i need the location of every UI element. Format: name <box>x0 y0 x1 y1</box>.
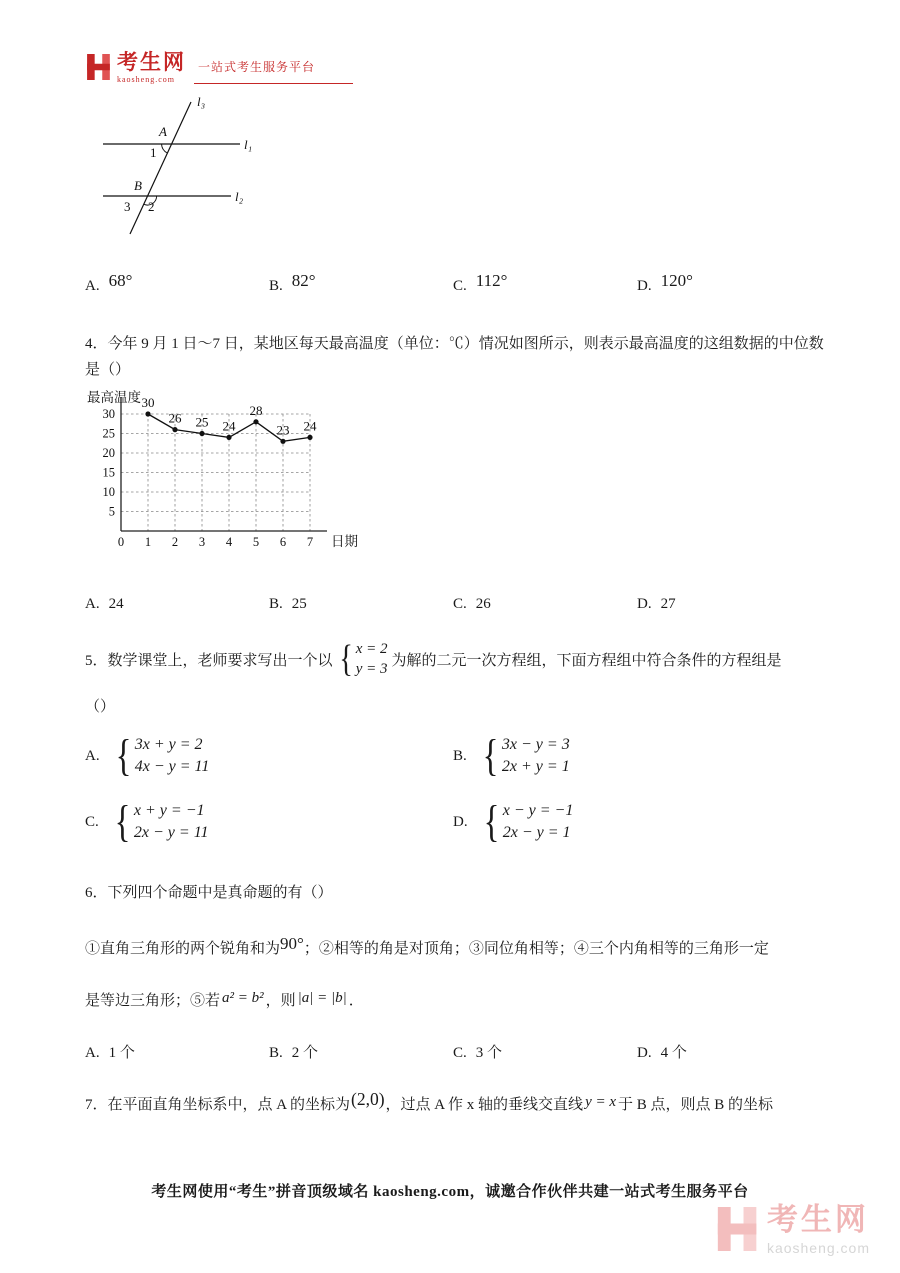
label-l2: l₂ <box>235 189 244 204</box>
site-header <box>0 0 900 84</box>
question-7-text-1: 7．在平面直角坐标系中，点 A 的坐标为 <box>85 1097 351 1113</box>
equation: 2x + y = 1 <box>501 758 570 775</box>
equation: x − y = −1 <box>502 802 574 819</box>
footer-text: 考生网使用“考生”拼音顶级域名 kaosheng.com，诚邀合作伙伴共建一站式考生服务平台 <box>151 1184 749 1200</box>
equation-system <box>481 797 574 846</box>
question-5-options-row-1 <box>85 731 837 780</box>
watermark-text <box>767 1204 870 1256</box>
footer <box>0 1180 900 1201</box>
svg-text:25: 25 <box>195 414 209 430</box>
svg-text:最高温度: 最高温度 <box>87 390 141 405</box>
question-5-text-right: 为解的二元一次方程组，下面方程组中符合条件的方程组是 <box>391 652 782 669</box>
question-6-options <box>85 1041 837 1062</box>
equation-system <box>480 731 570 780</box>
equation: y = 3 <box>355 661 388 677</box>
option-value: 26 <box>475 596 491 612</box>
svg-text:5: 5 <box>252 535 260 549</box>
line-l3 <box>130 102 191 234</box>
option-label: C. <box>453 278 467 294</box>
equation: x = 2 <box>355 641 388 657</box>
option-value: 112° <box>475 271 508 290</box>
option-value: 4 个 <box>660 1045 687 1061</box>
svg-text:30: 30 <box>102 407 115 421</box>
svg-text:10: 10 <box>102 485 115 499</box>
logo-text <box>117 52 186 84</box>
proposition-text: ． <box>348 993 364 1009</box>
svg-text:5: 5 <box>108 504 115 519</box>
option-d-system <box>453 797 577 846</box>
equation: 2x − y = 11 <box>133 824 209 841</box>
svg-text:2: 2 <box>171 535 179 549</box>
proposition-text: 是等边三角形；⑤若 <box>85 993 221 1009</box>
option-value: 1 个 <box>108 1045 135 1061</box>
option-b <box>269 271 453 295</box>
option-c <box>453 596 637 613</box>
math-abs-a-abs-b: |a| = |b| <box>297 990 347 1006</box>
option-b-system <box>453 731 574 780</box>
equation-system <box>113 731 210 780</box>
svg-text:26: 26 <box>168 410 182 426</box>
system-equations <box>134 800 209 844</box>
option-c <box>453 271 637 295</box>
proposition-text: ；②相等的角是对顶角；③同位角相等；④三个内角相等的三角形一定 <box>303 941 769 957</box>
system-equations <box>356 639 388 679</box>
label-angle-3: 3 <box>124 199 131 214</box>
option-b <box>269 1041 453 1062</box>
option-value: 25 <box>291 596 307 612</box>
option-label: D. <box>637 278 652 294</box>
option-value: 120° <box>660 271 693 290</box>
option-a <box>85 596 269 613</box>
math-line-equation: y = x <box>585 1094 616 1110</box>
svg-text:24: 24 <box>222 418 236 434</box>
system-brace: { <box>114 797 131 846</box>
option-value: 68° <box>108 271 133 290</box>
option-value: 2 个 <box>291 1045 319 1061</box>
svg-text:4: 4 <box>225 535 233 549</box>
equation: 3x + y = 2 <box>134 736 203 753</box>
question-6-text: 6．下列四个命题中是真命题的有（） <box>85 885 333 901</box>
equation: 3x − y = 3 <box>501 736 570 753</box>
svg-text:3: 3 <box>198 535 206 549</box>
option-label: C. <box>453 1045 467 1061</box>
label-angle-2: 2 <box>148 199 155 214</box>
inline-equation-system <box>337 639 388 679</box>
option-a <box>85 1041 269 1062</box>
svg-text:日期: 日期 <box>331 534 358 549</box>
option-label: C. <box>453 596 467 612</box>
option-a-system <box>85 731 453 780</box>
svg-text:24: 24 <box>303 418 317 434</box>
label-l3: l₃ <box>197 94 206 109</box>
question-4-options <box>85 596 837 613</box>
option-b <box>269 596 453 613</box>
math-90-degrees: 90° <box>280 934 304 953</box>
option-label: D. <box>637 596 652 612</box>
equation: 4x − y = 11 <box>134 758 210 775</box>
question-5-block <box>85 639 837 844</box>
angle-1-arc <box>162 144 168 153</box>
option-d <box>637 271 693 295</box>
label-point-b: B <box>134 178 142 193</box>
watermark <box>716 1204 870 1256</box>
label-l1: l₁ <box>244 137 253 152</box>
system-equations <box>502 734 570 778</box>
option-value: 24 <box>108 596 124 612</box>
question-7-text-3: 于 B 点，则点 B 的坐标 <box>618 1097 774 1113</box>
svg-text:30: 30 <box>141 395 155 410</box>
question-7-text <box>85 1090 837 1118</box>
kaosheng-logo-icon <box>86 52 112 82</box>
svg-text:20: 20 <box>102 446 115 460</box>
question-5-text-left: 5．数学课堂上，老师要求写出一个以 <box>85 652 333 669</box>
svg-text:1: 1 <box>144 535 152 549</box>
proposition-text: ，则 <box>265 993 296 1009</box>
proposition-text: ①直角三角形的两个锐角和为 <box>85 941 281 957</box>
question-6-propositions-line-1 <box>85 934 837 963</box>
svg-text:6: 6 <box>279 535 287 549</box>
temperature-chart <box>85 389 837 562</box>
system-brace: { <box>482 731 499 780</box>
system-brace: { <box>115 731 132 780</box>
watermark-domain: kaosheng.com <box>766 1240 870 1256</box>
equation-system <box>112 797 209 846</box>
question-6-block <box>85 880 837 1062</box>
svg-text:28: 28 <box>249 402 263 418</box>
system-equations <box>135 734 210 778</box>
system-brace: { <box>338 638 353 680</box>
question-4-block <box>85 331 837 613</box>
option-label: B. <box>269 1045 283 1061</box>
option-d <box>637 596 676 613</box>
svg-text:23: 23 <box>276 422 290 438</box>
option-value: 82° <box>291 271 316 290</box>
option-label: A. <box>85 747 100 764</box>
brand-name: 考生网 <box>117 50 186 74</box>
label-point-a: A <box>159 124 167 139</box>
question-6-propositions-line-2 <box>85 987 837 1015</box>
svg-text:15: 15 <box>102 465 115 480</box>
question-5-text <box>85 639 837 679</box>
equation: 2x − y = 1 <box>502 824 571 841</box>
tagline <box>194 58 353 84</box>
option-c <box>453 1041 637 1062</box>
geometry-figure <box>93 94 837 247</box>
question-5-paren: （） <box>85 699 116 715</box>
watermark-logo-icon <box>716 1204 760 1254</box>
svg-text:7: 7 <box>306 535 314 549</box>
equation: x + y = −1 <box>133 802 205 819</box>
question-7-block <box>85 1090 837 1118</box>
math-coordinate: (2,0) <box>351 1089 385 1109</box>
label-angle-1: 1 <box>150 145 157 160</box>
option-label: B. <box>269 596 283 612</box>
option-label: C. <box>85 813 99 830</box>
option-label: A. <box>85 1045 100 1061</box>
brand-domain: kaosheng.com <box>117 75 175 84</box>
question-3-options <box>85 271 837 295</box>
system-brace: { <box>483 797 500 846</box>
option-label: D. <box>637 1045 652 1061</box>
svg-text:25: 25 <box>102 426 115 441</box>
parallel-lines-figure <box>93 94 268 242</box>
svg-text:0: 0 <box>117 535 125 549</box>
question-4-text: 4．今年 9 月 1 日～7 日，某地区每天最高温度（单位：℃）情况如图所示，则表示最高温度的这组数据的中位数是（） <box>85 336 824 378</box>
option-value: 3 个 <box>475 1045 503 1061</box>
watermark-brand: 考生网 <box>766 1202 869 1237</box>
option-a <box>85 271 269 295</box>
option-c-system <box>85 797 453 846</box>
option-label: B. <box>453 747 467 764</box>
option-label: A. <box>85 596 100 612</box>
option-label: D. <box>453 813 468 830</box>
math-a2-b2: a² = b² <box>222 990 264 1006</box>
kaosheng-logo <box>86 52 186 84</box>
question-3-block <box>85 94 837 295</box>
option-value: 27 <box>660 596 676 612</box>
temperature-line-chart <box>85 389 375 557</box>
option-label: A. <box>85 278 100 294</box>
option-label: B. <box>269 278 283 294</box>
option-d <box>637 1041 687 1062</box>
question-7-text-2: ，过点 A 作 x 轴的垂线交直线 <box>385 1097 584 1113</box>
question-5-options-row-2 <box>85 797 837 846</box>
tagline-text: 一站式考生服务平台 <box>198 60 316 74</box>
system-equations <box>503 800 574 844</box>
